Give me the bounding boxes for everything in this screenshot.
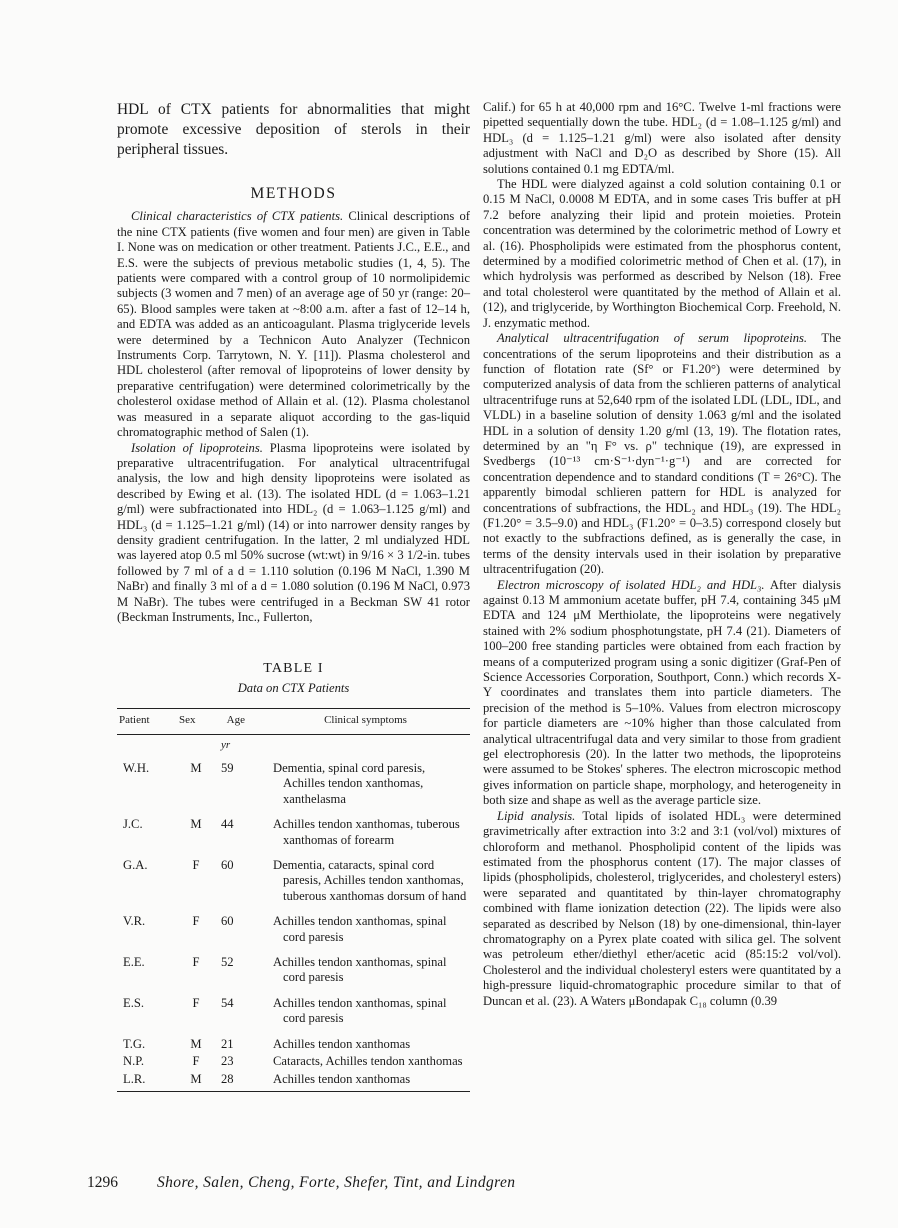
lipid-subheading: Lipid analysis. (497, 808, 576, 823)
cell-age: 60 (221, 914, 234, 929)
isolation-subheading: Isolation of lipoproteins. (131, 440, 263, 455)
cell-age: 54 (221, 995, 234, 1010)
header-patient: Patient (117, 709, 177, 734)
table-row (117, 945, 470, 986)
cell-sex: M (190, 1036, 202, 1051)
isolation-text: Plasma lipoproteins were isolated by preparative ultracentrifugation. For analytical ultracentrifugal analysis, the low and high density lipoproteins were isolated as described by Ewing et al. (13). The isolated HDL (d = 1.063–1.21 g/ml) were subfractionated into HDL₂ (d = 1.063–1.125 g/ml) and HDL₃ (d = 1.125–1.21 g/ml) (14) or into narrower density ranges by density gradient centrifugation. In the latter, 2 ml undialyzed HDL was layered atop 0.5 ml 50% sucrose (wt:wt) in 9/16 × 3 1/2-in. tubes followed by 7 ml of a d = 1.110 solution (0.196 M NaCl, 1.390 M NaBr) and finally 3 ml of a d = 1.080 solution (0.196 M NaCl, 0.973 M NaBr). The tubes were centrifuged in a Beckman SW 41 rotor (Beckman Instruments, Inc., Fullerton, (117, 440, 470, 624)
cell-symptoms: Dementia, cataracts, spinal cord paresis, Achilles tendon xanthomas, tuberous xanthomas dorsum of hand (273, 858, 467, 903)
table-row (117, 1052, 470, 1069)
age-unit: yr (221, 738, 231, 751)
analytical-subheading: Analytical ultracentrifugation of serum lipoproteins. (497, 331, 808, 346)
cell-symptoms: Achilles tendon xanthomas, spinal cord paresis (273, 955, 447, 985)
lipid-text: Total lipids of isolated HDL₃ were determined gravimetrically after extraction into 3:2 and 3:1 (vol/vol) mixtures of chloroform and methanol. Phospholipid content of the lipids was estimated from the phosphorus content (17). The major classes of lipids (phospholipids, cholesterol, triglycerides, and cholesteryl esters) were separated and quantitated by thin-layer chromatography combined with flame ionization detection (22). The lipids were also separated as described by Nelson (18) by one-dimensional, thin-layer chromatography on a Pyrex plate coated with silica gel. The solvent was petroleum ether/diethyl ether/acetic acid (85:15:2 vol/vol). Cholesterol and the individual cholesteryl esters were quantitated by a high-pressure liquid-chromatographic procedure similar to that of Duncan et al. (23). A Waters μBondapak C₁₈ column (0.39 (483, 808, 841, 1008)
electron-subheading: Electron microscopy of isolated HDL₂ and HDL₃. (497, 577, 765, 592)
cell-patient: L.R. (117, 1070, 177, 1092)
cell-sex: M (177, 1070, 215, 1092)
methods-heading: METHODS (250, 185, 337, 202)
clinical-paragraph (117, 209, 470, 440)
cell-patient: E.S. (123, 995, 144, 1010)
lipid-paragraph (483, 809, 841, 1009)
dialysis-paragraph: The HDL were dialyzed against a cold solution containing 0.1 or 0.15 M NaCl, 0.0008 M EDTA, and in some cases Tris buffer at pH 7.2 before analyzing their lipid and protein moieties. Protein concentration was determined by the colorimetric method of Lowry et al. (16). Phospholipids were estimated from the phosphorus content, determined by a modified colorimetric method of Chen et al. (17), in which hydrolysis was performed as described by Nelson (18). Free and total cholesterol were quantitated by the method of Allain et al. (12), and triglyceride, by Worthington Biochemical Corp. Freehold, N. J. enzymatic method. (483, 177, 841, 330)
cell-age: 44 (221, 817, 234, 832)
cell-age: 60 (221, 858, 234, 873)
cell-symptoms: Dementia, spinal cord paresis, Achilles tendon xanthomas, xanthelasma (273, 761, 426, 806)
running-authors: Shore, Salen, Cheng, Forte, Shefer, Tint, and Lindgren (157, 1174, 516, 1191)
cell-sex: M (190, 761, 202, 775)
cell-age: 21 (221, 1036, 234, 1051)
analytical-paragraph (483, 331, 841, 578)
electron-paragraph (483, 578, 841, 809)
cell-symptoms: Achilles tendon xanthomas (273, 1071, 411, 1086)
table-title: TABLE I (263, 661, 324, 677)
cell-age: 59 (221, 761, 234, 775)
table-row (117, 1070, 470, 1092)
cell-sex: F (192, 1054, 200, 1069)
table-row (117, 986, 470, 1027)
cell-sex: M (190, 817, 202, 832)
table-header-row (117, 709, 470, 734)
continuation-paragraph: Calif.) for 65 h at 40,000 rpm and 16°C. Twelve 1-ml fractions were pipetted sequentially down the tube. HDL₂ (d = 1.08–1.125 g/ml) and HDL₃ (d = 1.125–1.21 g/ml) were also isolated after density adjustment with NaCl and D₂O as described by Shore (15). All solutions contained 0.1 mg EDTA/ml. (483, 100, 841, 176)
page-footer (87, 1174, 515, 1192)
intro-paragraph: HDL of CTX patients for abnormalities that might promote excessive deposition of sterols in their peripheral tissues. (117, 101, 470, 158)
clinical-subheading: Clinical characteristics of CTX patients. (131, 209, 344, 224)
cell-patient: V.R. (123, 914, 146, 929)
patient-table (117, 708, 470, 1092)
table-row (117, 1027, 470, 1052)
cell-symptoms: Achilles tendon xanthomas (273, 1036, 411, 1051)
table-row (117, 761, 470, 807)
cell-symptoms: Cataracts, Achilles tendon xanthomas (273, 1054, 463, 1069)
cell-sex: F (192, 858, 200, 873)
cell-sex: F (192, 995, 200, 1010)
cell-patient: E.E. (123, 955, 145, 970)
cell-patient: G.A. (123, 858, 148, 873)
cell-age: 52 (221, 955, 234, 970)
cell-patient: W.H. (123, 761, 150, 775)
cell-symptoms: Achilles tendon xanthomas, spinal cord paresis (273, 914, 447, 944)
cell-patient: N.P. (123, 1054, 144, 1069)
header-sex: Sex (177, 709, 215, 734)
table-row (117, 904, 470, 945)
page-number: 1296 (87, 1174, 118, 1191)
table-caption: Data on CTX Patients (237, 680, 350, 695)
cell-age: 28 (215, 1070, 261, 1092)
cell-sex: F (192, 955, 200, 970)
cell-symptoms: Achilles tendon xanthomas, tuberous xanthomas of forearm (273, 817, 460, 847)
table-row (117, 807, 470, 848)
header-age: Age (215, 709, 261, 734)
analytical-text: The concentrations of the serum lipoproteins and their distribution as a function of flotation rate (Sf° or F1.20°) were determined by computerized analysis of data from the schlieren patterns of analytical ultracentrifuge runs at 52,640 rpm of the isolated LDL (LDL, IDL, and VLDL) in a baseline solution of density 1.063 g/ml and the isolated HDL in a solution of density 1.20 g/ml (13, 19). The flotation rates, determined by an "η F° vs. ρ" technique (19), are expressed in Svedbergs (10⁻¹³ cm·S⁻¹·dyn⁻¹·g⁻¹) and are corrected for concentration dependence and to standard conditions (T = 26°C). The apparently bimodal schlieren pattern for HDL is analyzed for concentrations of subfractions, the HDL₂ and HDL₃ (19). The HDL₂ (F1.20° = 3.5–9.0) and HDL₃ (F1.20° = 0–3.5) correspond closely but not exactly to the subfractions defined, as is generally the case, in terms of the density intervals used in their isolation by preparative ultracentrifugation (20). (483, 331, 841, 577)
header-symptoms: Clinical symptoms (261, 709, 470, 734)
cell-patient: J.C. (123, 817, 143, 832)
left-column (117, 100, 470, 1092)
cell-patient: T.G. (123, 1036, 146, 1051)
right-column (483, 100, 841, 1009)
cell-age: 23 (221, 1054, 234, 1069)
electron-text: After dialysis against 0.13 M ammonium acetate buffer, pH 7.4, containing 345 μM EDTA and 124 μM Merthiolate, the lipoproteins were negatively stained with 2% sodium phosphotungstate, pH 7.4 (21). Diameters of 100–200 free standing particles were obtained from each fraction by means of a computerized program using a sonic digitizer (Graf-Pen of Science Accessories Corporation, Southport, Conn.) which records X-Y coordinates and translates them into particle diameters. The precision of the method is 5–10%. Values from electron microscopy for particle diameters are ~10% higher than those calculated from analytical ultracentrifugal data and very similar to those from gradient gel electrophoresis (20). In the latter two methods, the lipoproteins were assumed to be Stokes' spheres. The electron microscopic method gives information on particle shape, morphology, and heterogeneity in both size and shape as well as the average particle size. (483, 577, 842, 808)
clinical-text: Clinical descriptions of the nine CTX patients (five women and four men) are given in Table I. None was on medication or other treatment. Patients J.C., E.E., and E.S. were the subjects of previous metabolic studies (1, 4, 5). The patients were compared with a control group of 10 normolipidemic subjects (3 women and 7 men) of an average age of 50 yr (range: 20–65). Blood samples were taken at ~8:00 a.m. after a fast of 12–14 h, and EDTA was added as an anticoagulant. Plasma triglyceride levels were determined by a Technicon Auto Analyzer (Technicon Instruments Corp. Tarrytown, N. Y. [11]). Plasma cholesterol and HDL cholesterol (after removal of lipoproteins of lower density by preparative centrifugation) were determined colorimetrically by the cholesterol oxidase method of Allain et al. (12). Plasma cholestanol was measured in a separate aliquot according to the gas-liquid chromatographic method of Salen (1). (117, 209, 470, 440)
cell-sex: F (192, 914, 200, 929)
table-row (117, 848, 470, 904)
isolation-paragraph (117, 441, 470, 626)
unit-row (117, 734, 470, 761)
cell-symptoms: Achilles tendon xanthomas, spinal cord paresis (273, 995, 447, 1026)
